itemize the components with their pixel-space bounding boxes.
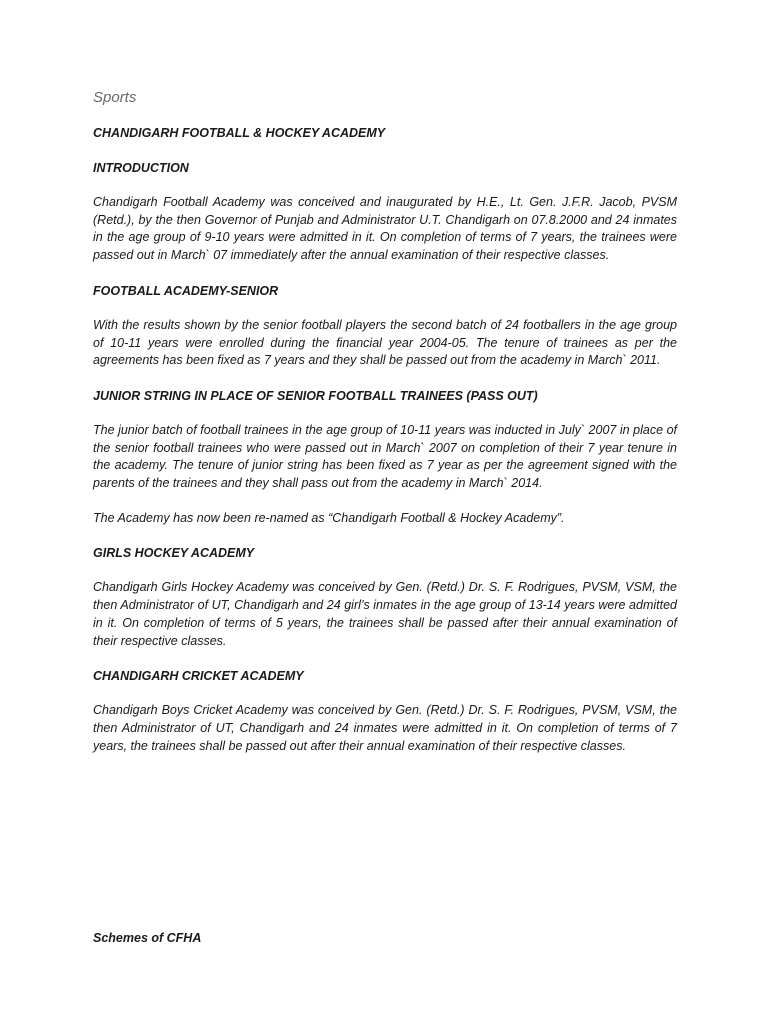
football-senior-heading: FOOTBALL ACADEMY-SENIOR xyxy=(93,283,279,298)
cricket-heading: CHANDIGARH CRICKET ACADEMY xyxy=(93,669,304,684)
football-senior-paragraph: With the results shown by the senior football players the second batch of 24 footballers in the age group of 10-11 years were enrolled during the financial year 2004-05. The tenure of trainees as per the agreements has been fixed as 7 years and they shall be passed out from the academy in March` 2011. xyxy=(93,317,677,368)
junior-string-heading: JUNIOR STRING IN PLACE OF SENIOR FOOTBALL TRAINEES (PASS OUT) xyxy=(93,388,538,403)
cricket-paragraph: Chandigarh Boys Cricket Academy was conceived by Gen. (Retd.) Dr. S. F. Rodrigues, PVSM, VSM, the then Administrator of UT, Chandigarh and 24 inmates were admitted in it. On completion of terms of 7 years, the trainees shall be passed out after their annual examination of their respective classes. xyxy=(93,703,677,753)
introduction-heading: INTRODUCTION xyxy=(93,161,189,175)
section-label: Sports xyxy=(93,89,137,106)
girls-hockey-heading: GIRLS HOCKEY ACADEMY xyxy=(93,546,255,561)
main-heading: CHANDIGARH FOOTBALL & HOCKEY ACADEMY xyxy=(93,126,386,140)
document-body xyxy=(93,88,677,772)
girls-hockey-paragraph: Chandigarh Girls Hockey Academy was conceived by Gen. (Retd.) Dr. S. F. Rodrigues, PVSM, VSM, the then Administrator of UT, Chandigarh and 24 girl’s inmates in the age group of 13-14 years were admitted in it. On completion of terms of 5 years, the trainees shall be passed after their annual examination of their respective classes. xyxy=(93,580,677,648)
introduction-paragraph: Chandigarh Football Academy was conceived and inaugurated by H.E., Lt. Gen. J.F.R. Jacob, PVSM (Retd.), by the then Governor of Punjab and Administrator U.T. Chandigarh on 07.8.2000 and 24 inmates in the age group of 9-10 years were admitted in it. On completion of terms of 7 years, the trainees were passed out in March` 07 immediately after the annual examination of their respective classes. xyxy=(93,195,677,263)
junior-string-paragraph: The junior batch of football trainees in the age group of 10-11 years was inducted in July` 2007 in place of the senior football trainees who were passed out in March` 2007 on completion of their 7 year tenure in the academy. The tenure of junior string has been fixed as 7 year as per the agreement signed with the parents of the trainees and they shall pass out from the academy in March` 2014. xyxy=(93,422,677,491)
renamed-note: The Academy has now been re-named as “Chandigarh Football & Hockey Academy”. xyxy=(93,510,565,525)
schemes-heading: Schemes of CFHA xyxy=(93,930,202,945)
